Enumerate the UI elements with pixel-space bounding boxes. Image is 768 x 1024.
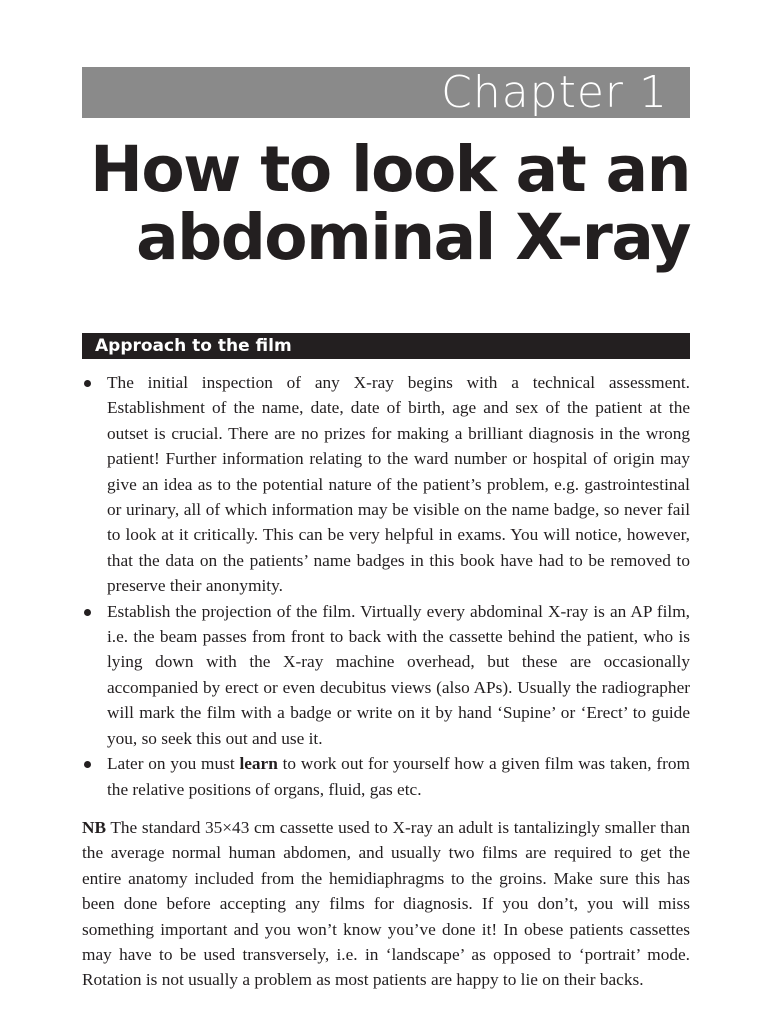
nb-label: NB: [82, 818, 107, 837]
nb-paragraph: [82, 815, 690, 993]
bullet-text: The initial inspection of any X-ray begins with a technical assessment. Establishment of the name, date, date of birth, age and sex of the patient at the outset is crucial. There are no prizes for making a brilliant diagnosis in the wrong patient! Further information relating to the ward number or hospital of origin may give an idea as to the potential nature of the patient’s problem, e.g. gastrointestinal or urinary, all of which information may be visible on the name badge, so never fail to look at it critically. This can be very helpful in exams. You will notice, however, that the data on the patients’ name badges in this book have had to be removed to preserve their anonymity.: [107, 373, 690, 596]
bullet-item-projection: [82, 599, 690, 751]
chapter-title-line-1: How to look at an: [90, 133, 690, 206]
bullet-item-technical-assessment: [82, 370, 690, 599]
bullet-icon: [84, 761, 91, 768]
bullet-item-learn: [82, 751, 690, 802]
bullet-text: Establish the projection of the film. Virtually every abdominal X-ray is an AP film, i.e. the beam passes from front to back with the cassette behind the patient, who is lying down with the X-ray machine overhead, but these are occasionally accompanied by erect or even decubitus views (also APs). Usually the radiographer will mark the film with a badge or write on it by hand ‘Supine’ or ‘Erect’ to guide you, so seek this out and use it.: [107, 601, 690, 748]
bullet-text-after: to work out for yourself how a given film was taken, from the relative positions of organs, fluid, gas etc.: [107, 754, 691, 799]
chapter-title-line-2: abdominal X-ray: [136, 201, 690, 274]
section-heading: Approach to the film: [95, 336, 292, 356]
bullet-text-before: Later on you must: [107, 754, 240, 774]
bullet-icon: [84, 380, 91, 387]
section-heading-bar: [82, 333, 690, 359]
chapter-title: [82, 133, 690, 274]
bullet-emphasis-learn: learn: [239, 754, 278, 774]
bullet-icon: [84, 609, 91, 616]
chapter-banner: [82, 67, 690, 118]
bullet-list: [82, 370, 690, 802]
chapter-number: Chapter 1: [441, 67, 668, 118]
nb-text: The standard 35×43 cm cassette used to X-ray an adult is tantalizingly smaller than the average normal human abdomen, and usually two films are required to get the entire anatomy included from the hemidiaphragms to the groins. Make sure this has been done before accepting any films for diagnosis. If you don’t, you will miss something important and you won’t know you’ve done it! In obese patients cassettes may have to be used transversely, i.e. in ‘landscape’ as opposed to ‘portrait’ mode. Rotation is not usually a problem as most patients are happy to lie on their backs.: [82, 818, 690, 990]
